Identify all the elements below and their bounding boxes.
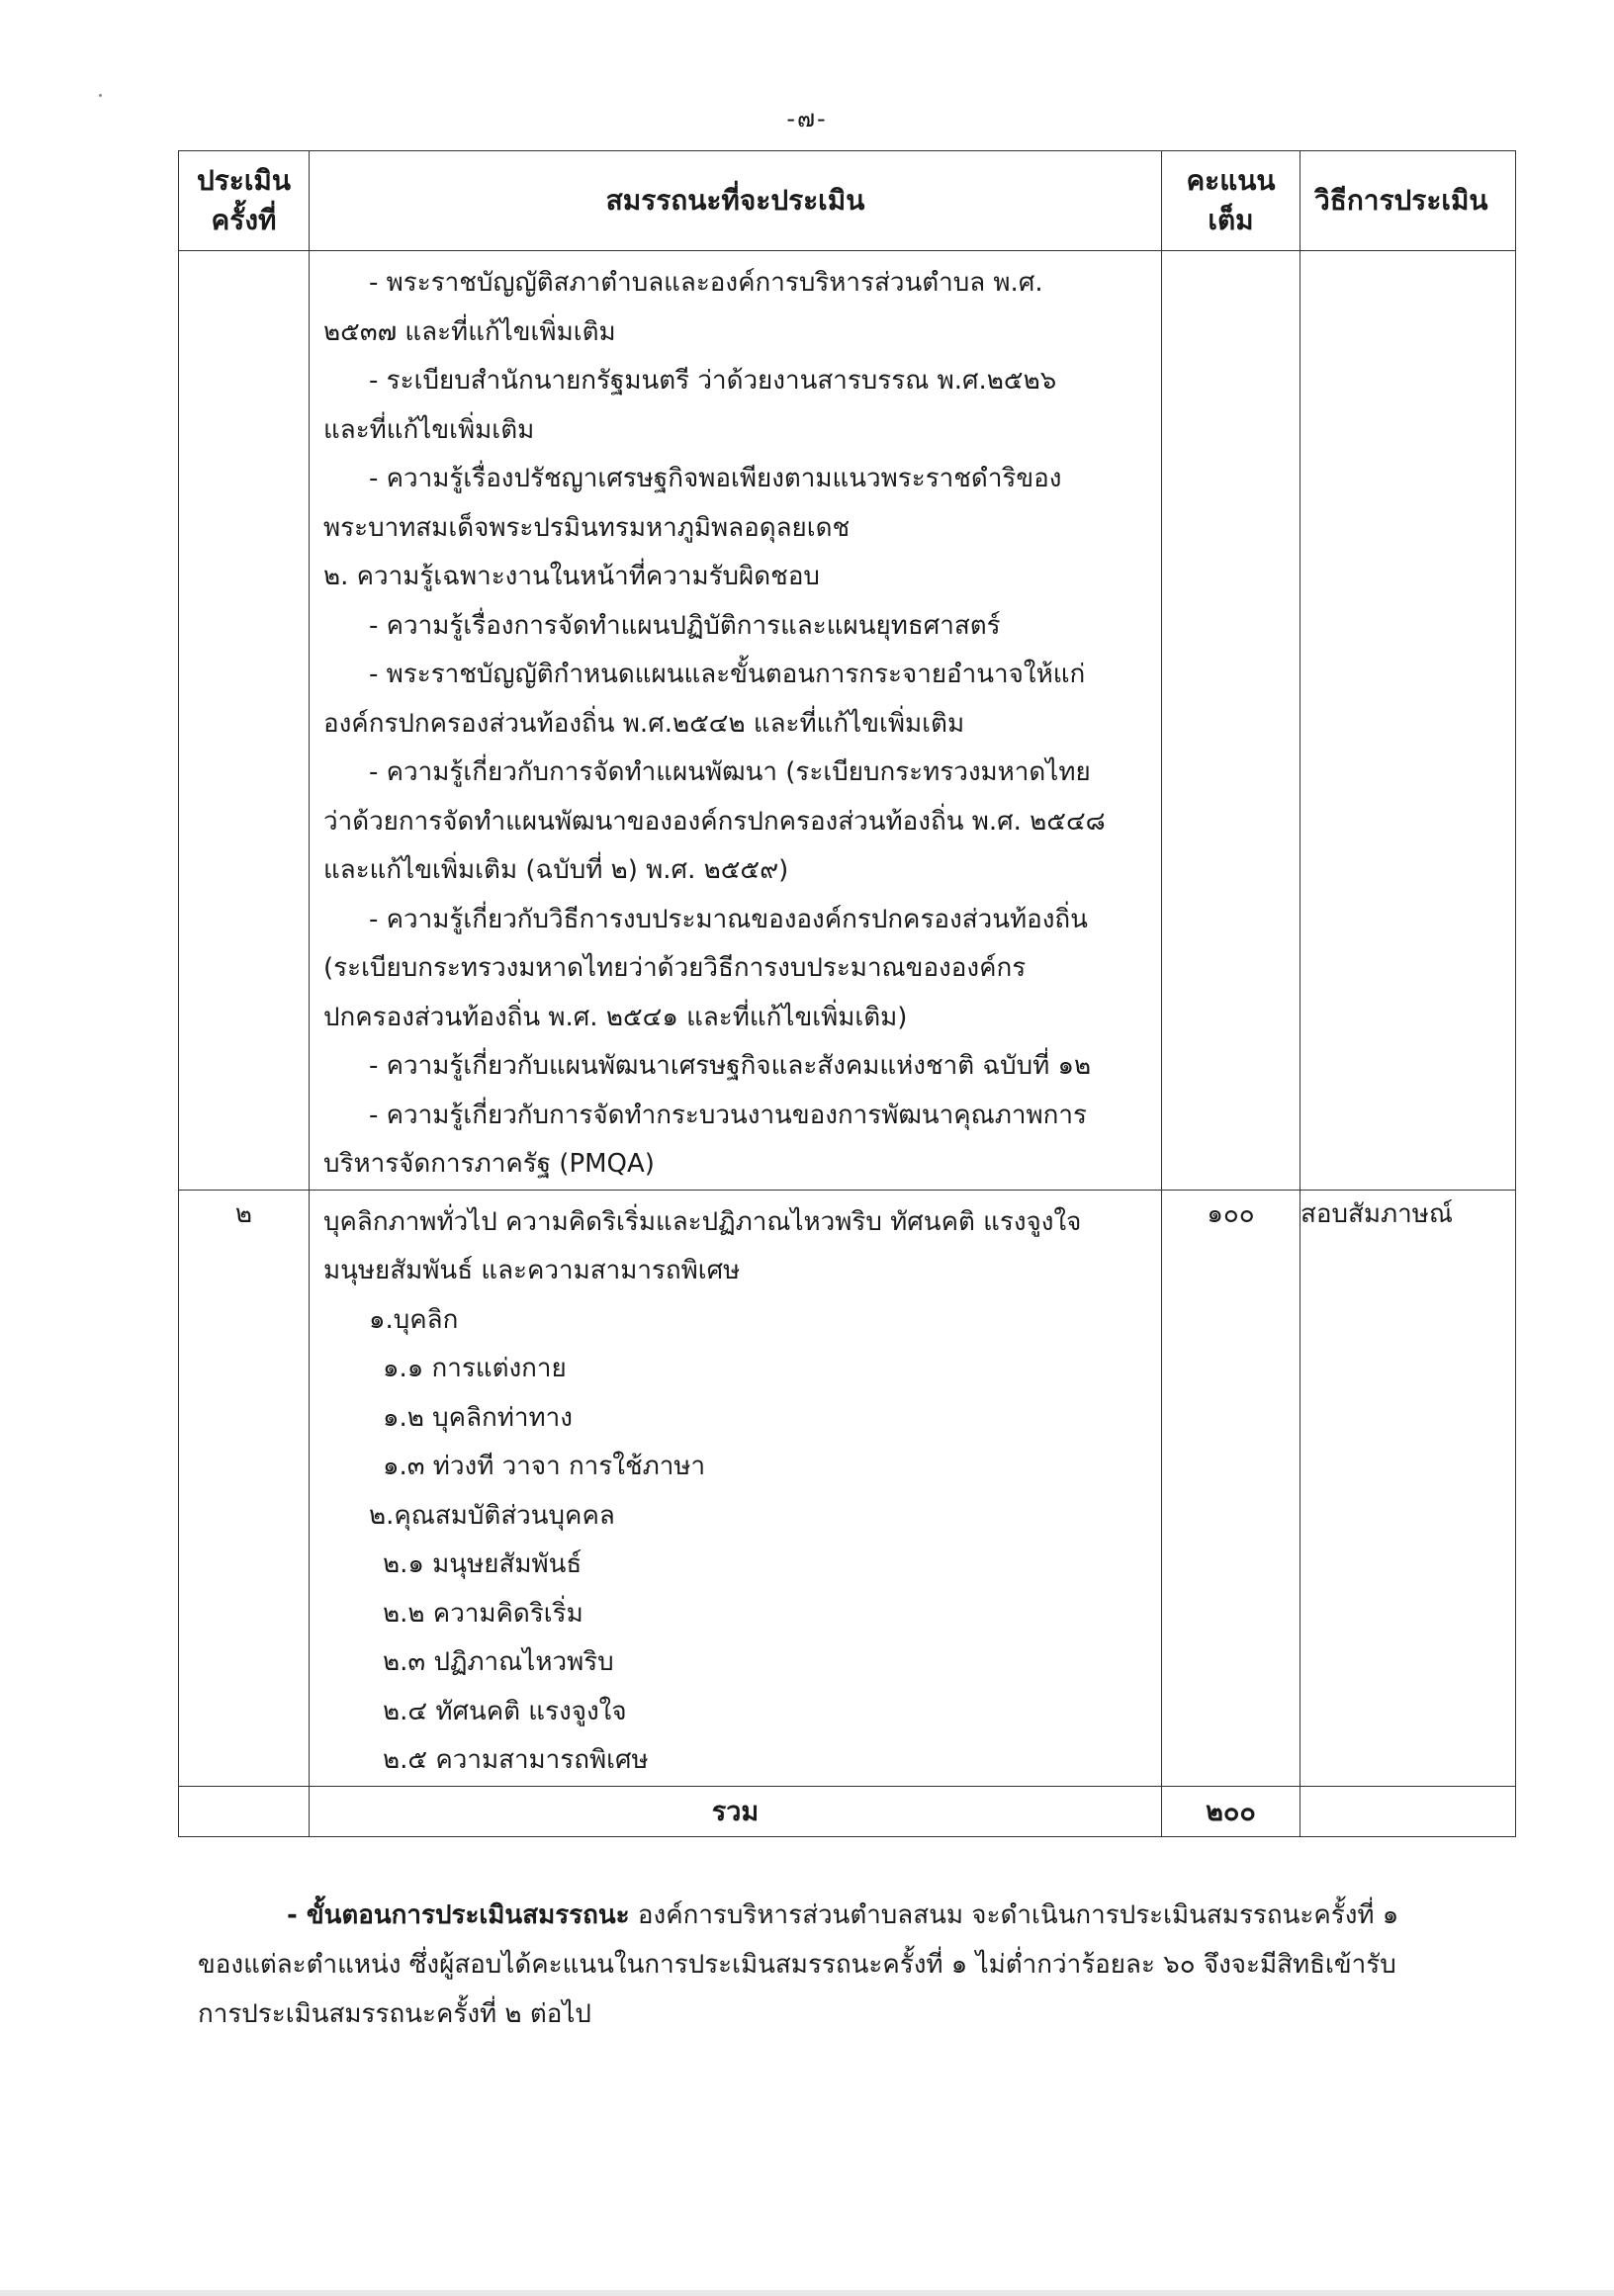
total-row [179, 1786, 1516, 1836]
table-row [179, 1190, 1516, 1786]
competency-line: และที่แก้ไขเพิ่มเติม [323, 414, 535, 445]
page-number: -๗- [786, 105, 828, 132]
scan-edge [0, 2290, 1614, 2296]
total-empty-cell [179, 1786, 310, 1836]
competency-line: ๒.คุณสมบัติส่วนบุคคล [369, 1500, 615, 1531]
competency-line: ๒.๑ มนุษยสัมพันธ์ [383, 1549, 583, 1579]
competency-line: - ความรู้เกี่ยวกับแผนพัฒนาเศรษฐกิจและสังคมแห่งชาติ ฉบับที่ ๑๒ [369, 1051, 1092, 1081]
table-header-row [179, 151, 1516, 251]
competency-line: ๒๕๓๗ และที่แก้ไขเพิ่มเติม [323, 316, 616, 347]
competency-line: ปกครองส่วนท้องถิ่น พ.ศ. ๒๕๔๑ และที่แก้ไขเพิ่มเติม) [323, 1002, 908, 1032]
procedure-text-1: องค์การบริหารส่วนตำบลสนม จะดำเนินการประเมินสมรรถนะครั้งที่ ๑ [629, 1900, 1399, 1930]
header-competency: สมรรถนะที่จะประเมิน [310, 151, 1162, 251]
competency-line: ๒.๒ ความคิดริเริ่ม [383, 1598, 583, 1629]
competency-line: ๑.๒ บุคลิกท่าทาง [383, 1402, 573, 1433]
round-cell [179, 251, 310, 1191]
method-cell [1300, 251, 1516, 1191]
competency-cell [310, 1190, 1162, 1786]
competency-line: ๒. ความรู้เฉพาะงานในหน้าที่ความรับผิดชอบ [323, 562, 820, 591]
header-method: วิธีการประเมิน [1300, 151, 1516, 251]
competency-line: บริหารจัดการภาครัฐ (PMQA) [323, 1149, 655, 1179]
competency-line: - พระราชบัญญัติสภาตำบลและองค์การบริหารส่วนตำบล พ.ศ. [369, 268, 1043, 298]
competency-line: - ความรู้เกี่ยวกับวิธีการงบประมาณขององค์กรปกครองส่วนท้องถิ่น [369, 904, 1088, 934]
competency-line: และแก้ไขเพิ่มเติม (ฉบับที่ ๒) พ.ศ. ๒๕๕๙) [323, 855, 789, 885]
total-label: รวม [310, 1786, 1162, 1836]
competency-line: ๑.บุคลิก [369, 1304, 459, 1335]
competency-line: - พระราชบัญญัติกำหนดแผนและขั้นตอนการกระจายอำนาจให้แก่ [369, 660, 1086, 689]
full-score-cell [1162, 251, 1300, 1191]
scan-speck [99, 94, 102, 97]
competency-line: บุคลิกภาพทั่วไป ความคิดริเริ่มและปฏิภาณไหวพริบ ทัศนคติ แรงจูงใจ [323, 1206, 1082, 1237]
competency-cell [310, 251, 1162, 1191]
header-round: ประเมิน ครั้งที่ [179, 151, 310, 251]
procedure-text-3: การประเมินสมรรถนะครั้งที่ ๒ ต่อไป [198, 1999, 591, 2029]
competency-line: องค์กรปกครองส่วนท้องถิ่น พ.ศ.๒๕๔๒ และที่แก้ไขเพิ่มเติม [323, 708, 965, 739]
competency-line: - ความรู้เรื่องการจัดทำแผนปฏิบัติการและแผนยุทธศาสตร์ [369, 610, 1001, 641]
competency-line: ๑.๓ ท่วงที วาจา การใช้ภาษา [383, 1452, 706, 1481]
assessment-procedure-paragraph [198, 1891, 1493, 2039]
total-score: ๒๐๐ [1162, 1786, 1300, 1836]
procedure-text-2: ของแต่ละตำแหน่ง ซึ่งผู้สอบได้คะแนนในการประเมินสมรรถนะครั้งที่ ๑ ไม่ต่ำกว่าร้อยละ ๖๐ จึงจะมีสิทธิเข้ารับ [198, 1950, 1396, 1980]
competency-line: ๑.๑ การแต่งกาย [383, 1354, 567, 1383]
competency-line: ๒.๓ ปฏิภาณไหวพริบ [383, 1647, 614, 1677]
competency-line: - ความรู้เกี่ยวกับการจัดทำแผนพัฒนา (ระเบียบกระทรวงมหาดไทย [369, 757, 1091, 787]
total-method-empty-cell [1300, 1786, 1516, 1836]
competency-assessment-table [178, 150, 1516, 1837]
competency-line: - ระเบียบสำนักนายกรัฐมนตรี ว่าด้วยงานสารบรรณ พ.ศ.๒๕๒๖ [369, 366, 1057, 396]
competency-line: มนุษยสัมพันธ์ และความสามารถพิเศษ [323, 1256, 741, 1285]
round-cell: ๒ [179, 1190, 310, 1786]
competency-line: (ระเบียบกระทรวงมหาดไทยว่าด้วยวิธีการงบประมาณขององค์กร [323, 953, 1027, 983]
procedure-heading: - ขั้นตอนการประเมินสมรรถนะ [287, 1900, 630, 1930]
full-score-cell: ๑๐๐ [1162, 1190, 1300, 1786]
method-cell: สอบสัมภาษณ์ [1300, 1190, 1516, 1786]
table-row [179, 251, 1516, 1191]
competency-line: ๒.๔ ทัศนคติ แรงจูงใจ [383, 1696, 627, 1726]
competency-line: - ความรู้เกี่ยวกับการจัดทำกระบวนงานของการพัฒนาคุณภาพการ [369, 1100, 1087, 1130]
competency-line: พระบาทสมเด็จพระปรมินทรมหาภูมิพลอดุลยเดช [323, 512, 851, 543]
header-full-score: คะแนน เต็ม [1162, 151, 1300, 251]
competency-line: - ความรู้เรื่องปรัชญาเศรษฐกิจพอเพียงตามแนวพระราชดำริของ [369, 464, 1062, 493]
competency-line: ๒.๕ ความสามารถพิเศษ [383, 1745, 649, 1775]
competency-line: ว่าด้วยการจัดทำแผนพัฒนาขององค์กรปกครองส่วนท้องถิ่น พ.ศ. ๒๕๔๘ [323, 806, 1106, 837]
